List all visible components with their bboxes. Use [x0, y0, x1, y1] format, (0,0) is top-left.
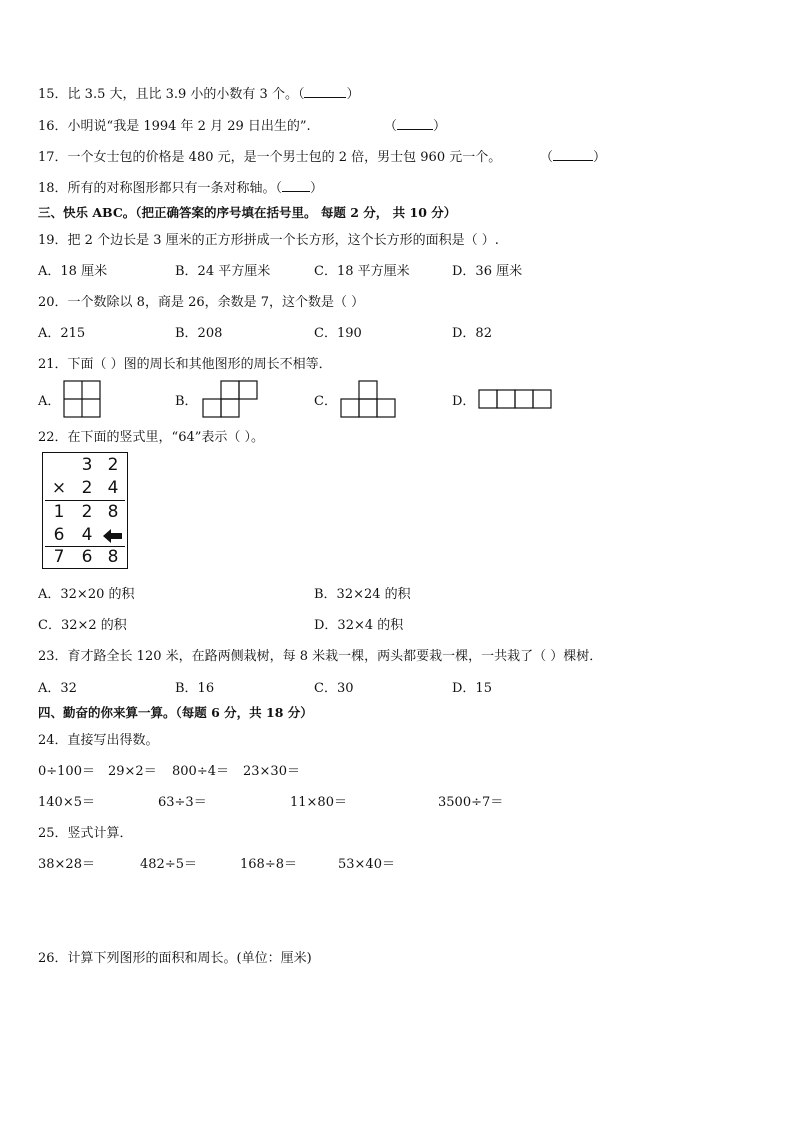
calc-row-1: 3 2 [81, 455, 119, 475]
section-3-heading: 三、快乐 ABC。（把正确答案的序号填在括号里。 每题 2 分， 共 10 分） [38, 205, 457, 220]
question-25: 25．竖式计算． [38, 826, 133, 841]
q24-item: 140×5＝ [38, 795, 95, 810]
calc-row-5: 7 6 8 [53, 547, 119, 567]
question-18-text: 18．所有的对称图形都只有一条对称轴。（ [38, 181, 283, 196]
question-26: 26．计算下列图形的面积和周长。(单位：厘米) [38, 951, 312, 966]
q21-option-d[interactable]: D． [452, 394, 476, 409]
q24-item: 23×30＝ [243, 764, 300, 779]
q25-item: 482÷5＝ [140, 857, 197, 872]
q20-option-d[interactable]: D．82 [452, 326, 492, 341]
question-16-text: 16．小明说“我是 1994 年 2 月 29 日出生的”. [38, 119, 311, 134]
q22-option-d[interactable]: D．32×4 的积 [314, 618, 404, 633]
calc-row-4: 6 4 [43, 525, 127, 548]
q22-option-c[interactable]: C．32×2 的积 [38, 618, 127, 633]
q25-item: 38×28＝ [38, 857, 95, 872]
q24-item: 3500÷7＝ [438, 795, 504, 810]
q19-option-b[interactable]: B．24 平方厘米 [175, 264, 271, 279]
q24-item: 11×80＝ [290, 795, 347, 810]
left-arrow-icon [103, 529, 123, 543]
q22-option-b[interactable]: B．32×24 的积 [314, 587, 411, 602]
calc-divider-1 [45, 500, 125, 501]
calc-row-3: 1 2 8 [53, 502, 119, 522]
q21-figure-d [478, 389, 554, 411]
question-21: 21．下面（ ）图的周长和其他图形的周长不相等． [38, 357, 332, 372]
question-20: 20．一个数除以 8，商是 26，余数是 7，这个数是（ ） [38, 295, 365, 310]
question-22: 22．在下面的竖式里，“64”表示（ ）。 [38, 430, 265, 445]
answer-16: （ ） [384, 119, 447, 134]
question-19: 19．把 2 个边长是 3 厘米的正方形拼成一个长方形，这个长方形的面积是（ ）. [38, 233, 499, 248]
q19-option-d[interactable]: D．36 厘米 [452, 264, 523, 279]
q21-option-a[interactable]: A． [38, 394, 61, 409]
q25-item: 168÷8＝ [240, 857, 297, 872]
answer-blank-15[interactable] [304, 87, 346, 98]
question-18: 18．所有的对称图形都只有一条对称轴。（ ） [38, 181, 324, 196]
q22-option-a[interactable]: A．32×20 的积 [38, 587, 135, 602]
q23-option-a[interactable]: A．32 [38, 681, 77, 696]
q19-option-c[interactable]: C．18 平方厘米 [314, 264, 410, 279]
q21-figure-b [202, 380, 260, 418]
question-16 [38, 115, 311, 134]
answer-blank-18[interactable] [282, 181, 310, 192]
question-17-text: 17．一个女士包的价格是 480 元，是一个男士包的 2 倍，男士包 960 元一个。 [38, 150, 502, 165]
q24-item: 29×2＝ [108, 764, 157, 779]
question-24: 24．直接写出得数。 [38, 733, 159, 748]
q23-option-c[interactable]: C．30 [314, 681, 354, 696]
answer-17: （ ） [540, 150, 607, 165]
question-15-text: 15．比 3.5 大，且比 3.9 小的小数有 3 个。（ [38, 87, 305, 102]
question-23: 23．育才路全长 120 米，在路两侧栽树，每 8 米栽一棵，两头都要栽一棵，一共栽了（ ）棵树． [38, 649, 603, 664]
q24-item: 63÷3＝ [158, 795, 207, 810]
q21-figure-c [340, 380, 398, 418]
q20-option-a[interactable]: A．215 [38, 326, 86, 341]
q20-option-b[interactable]: B．208 [175, 326, 223, 341]
q23-option-d[interactable]: D．15 [452, 681, 492, 696]
question-15: 15．比 3.5 大，且比 3.9 小的小数有 3 个。（ ） [38, 87, 360, 102]
q24-item: 0÷100＝ [38, 764, 95, 779]
section-4-heading: 四、勤奋的你来算一算。（每题 6 分，共 18 分） [38, 705, 313, 720]
q24-item: 800÷4＝ [172, 764, 229, 779]
q19-option-a[interactable]: A．18 厘米 [38, 264, 108, 279]
calc-row-2: × 2 4 [51, 478, 119, 498]
q20-option-c[interactable]: C．190 [314, 326, 362, 341]
question-17 [38, 146, 501, 165]
answer-blank-16[interactable] [397, 119, 433, 130]
q25-item: 53×40＝ [338, 857, 395, 872]
vertical-multiplication [42, 452, 128, 569]
q23-option-b[interactable]: B．16 [175, 681, 215, 696]
q21-option-b[interactable]: B． [175, 394, 198, 409]
q21-figure-a [63, 380, 101, 418]
q21-option-c[interactable]: C． [314, 394, 337, 409]
answer-blank-17[interactable] [553, 150, 593, 161]
